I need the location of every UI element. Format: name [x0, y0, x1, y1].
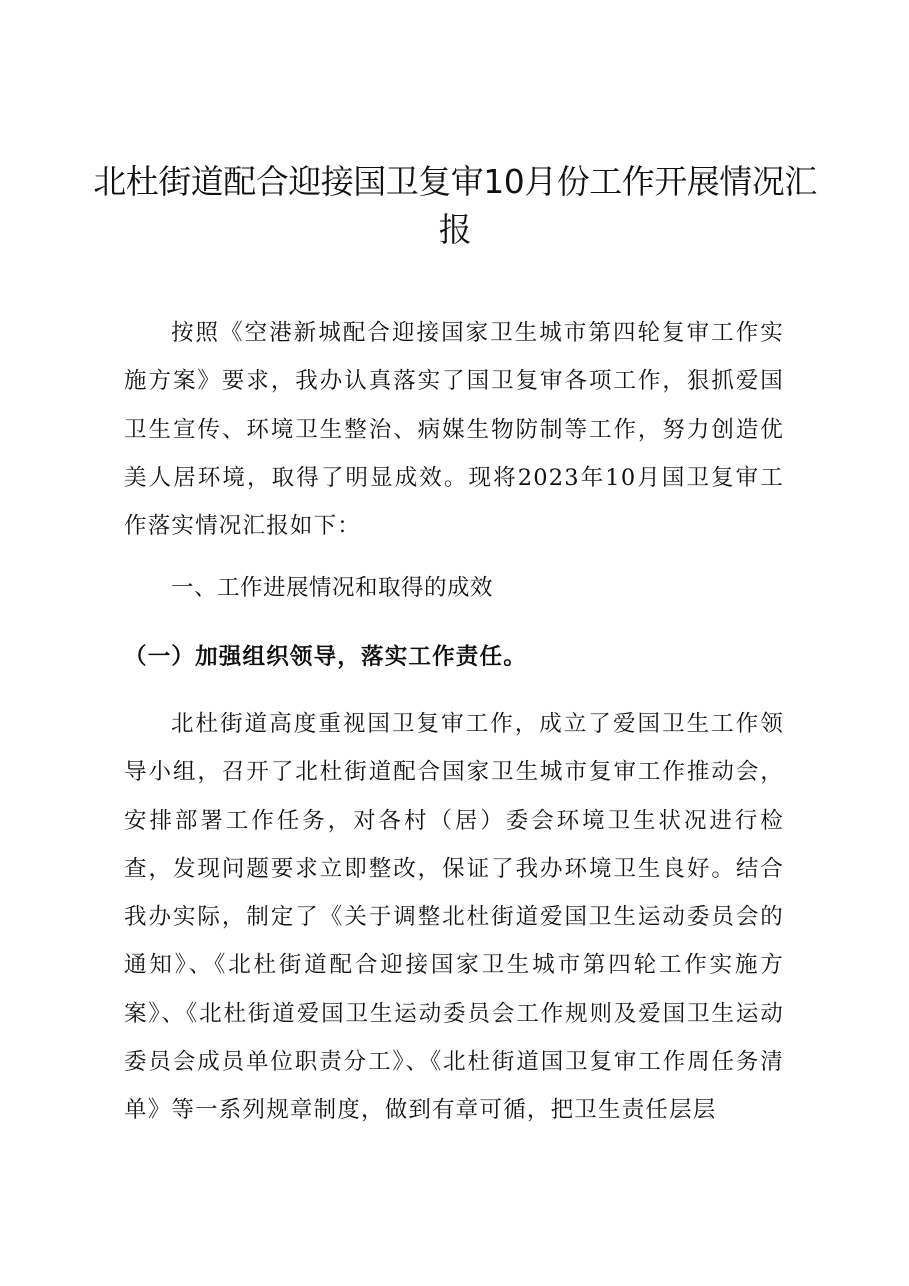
section-heading: 一、工作进展情况和取得的成效 — [171, 575, 494, 601]
body-paragraph: 北杜街道高度重视国卫复审工作，成立了爱国卫生工作领导小组，召开了北杜街道配合国家卫生城市复审工作推动会，安排部署工作任务，对各村（居）委会环境卫生状况进行检查，发现问题要求立即整改，保证了我办环境卫生良好。结合我办实际，制定了《关于调整北杜街道爱国卫生运动委员会的通知》、《北杜街道配合迎接国家卫生城市第四轮工作实施方案》、《北杜街道爱国卫生运动委员会工作规则及爱国卫生运动委员会成员单位职责分工》、《北杜街道国卫复审工作周任务清单》等一系列规章制度，做到有章可循，把卫生责任层层 — [124, 711, 784, 1124]
document-title: 北杜街道配合迎接国卫复审10月份工作开展情况汇报 — [93, 162, 817, 249]
intro-paragraph: 按照《空港新城配合迎接国家卫生城市第四轮复审工作实施方案》要求，我办认真落实了国卫复审各项工作，狠抓爱国卫生宣传、环境卫生整治、病媒生物防制等工作，努力创造优美人居环境，取得了明显成效。现将2023年10月国卫复审工作落实情况汇报如下： — [124, 320, 784, 540]
subsection-heading: （一）加强组织领导，落实工作责任。 — [124, 644, 527, 670]
